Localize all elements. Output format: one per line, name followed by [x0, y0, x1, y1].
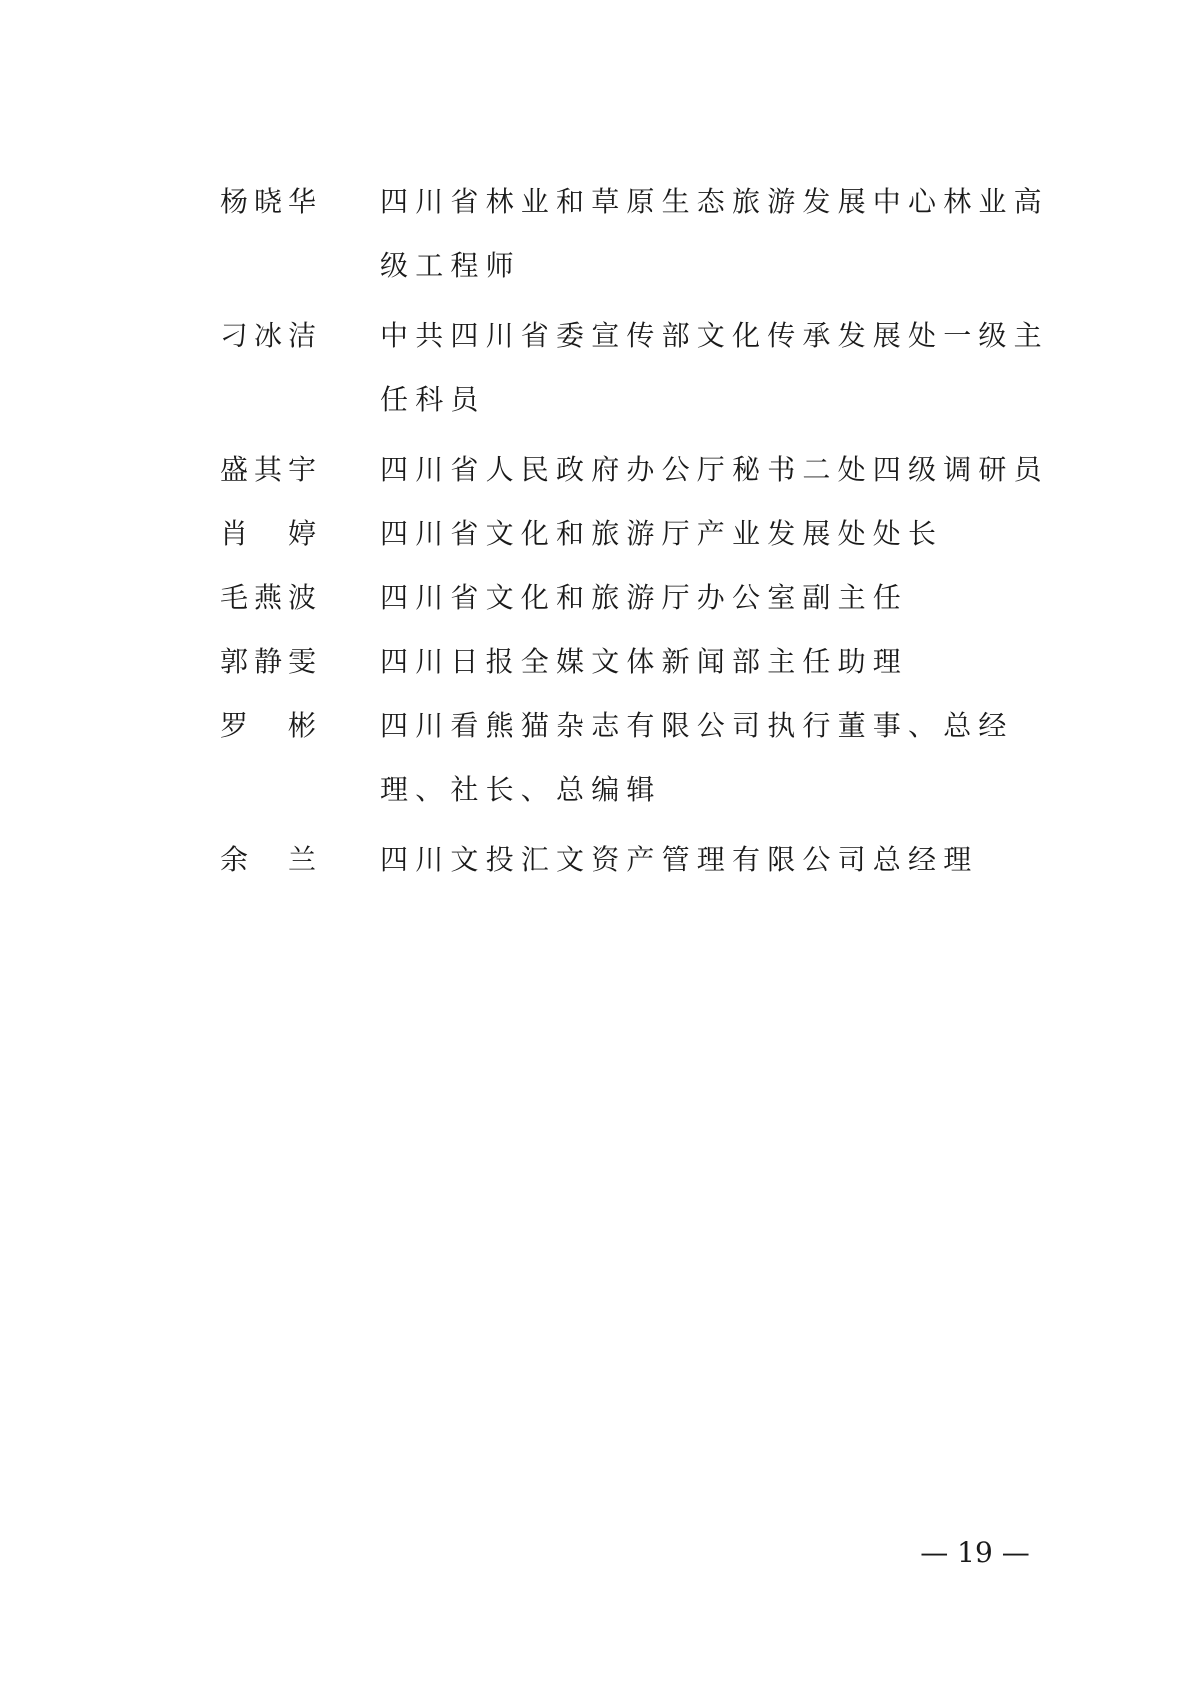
- member-title: 四川省人民政府办公厅秘书二处四级调研员: [380, 453, 1049, 486]
- list-item: [220, 700, 1050, 822]
- member-list: [220, 176, 1050, 898]
- member-title: 四川省文化和旅游厅办公室副主任: [380, 581, 909, 614]
- list-item: [220, 310, 1050, 432]
- member-name: 刁冰洁: [220, 319, 323, 352]
- list-item: [220, 176, 1050, 298]
- member-name: 杨晓华: [220, 185, 323, 218]
- member-name: 毛燕波: [220, 581, 323, 614]
- member-name: 郭静雯: [220, 645, 323, 678]
- member-title: 四川看熊猫杂志有限公司执行董事、总经理、社长、总编辑: [380, 709, 1014, 806]
- member-title: 四川省林业和草原生态旅游发展中心林业高级工程师: [380, 185, 1049, 282]
- list-item: [220, 572, 1050, 624]
- member-name: 盛其宇: [220, 453, 323, 486]
- member-title: 四川省文化和旅游厅产业发展处处长: [380, 517, 944, 550]
- list-item: [220, 508, 1050, 560]
- page-number: — 19 —: [920, 1536, 1030, 1569]
- member-title: 四川文投汇文资产管理有限公司总经理: [380, 843, 979, 876]
- list-item: [220, 636, 1050, 688]
- list-item: [220, 444, 1050, 496]
- member-title: 四川日报全媒文体新闻部主任助理: [380, 645, 909, 678]
- list-item: [220, 834, 1050, 886]
- member-title: 中共四川省委宣传部文化传承发展处一级主任科员: [380, 319, 1049, 416]
- member-name: 余 兰: [220, 843, 323, 876]
- member-name: 罗 彬: [220, 709, 323, 742]
- member-name: 肖 婷: [220, 517, 323, 550]
